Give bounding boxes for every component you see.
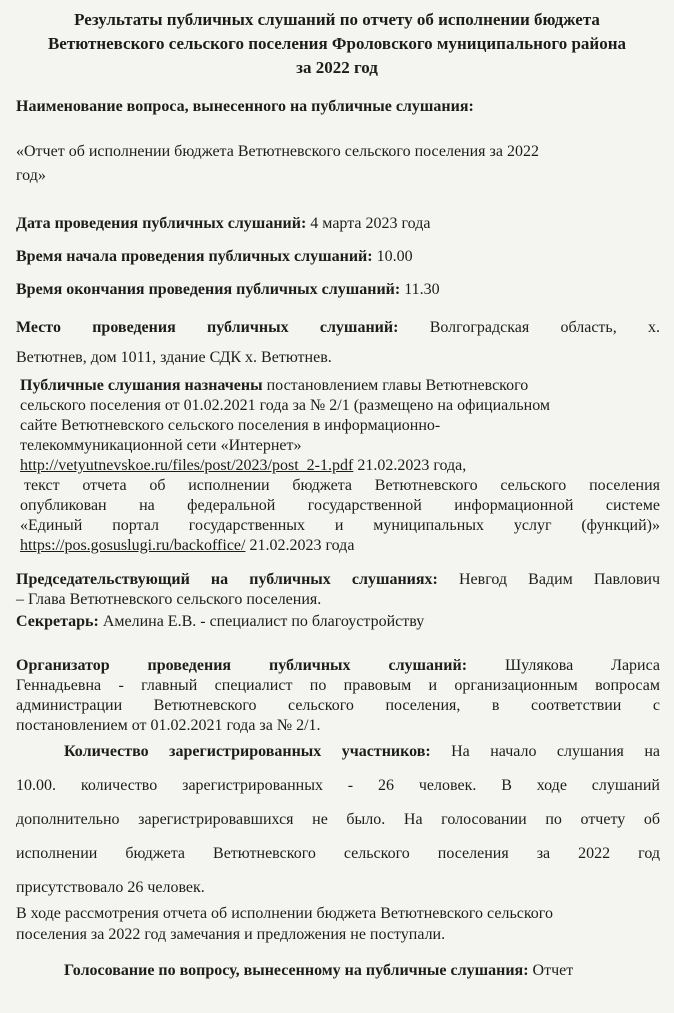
question-text: «Отчет об исполнении бюджета Ветютневского сельского поселения за 2022 год» bbox=[16, 143, 539, 184]
title-line-3: за 2022 год bbox=[296, 58, 378, 77]
hearing-date: Дата проведения публичных слушаний: 4 марта 2023 года bbox=[16, 215, 431, 232]
review-info: В ходе рассмотрения отчета об исполнении бюджета Ветютневского сельского поселения за 2022 год замечания и предложения не поступали. bbox=[16, 905, 553, 943]
hearing-place: Место проведения публичных слушаний: Волгоградская область, х. Ветютнев, дом 1011, здание СДК х. Ветютнев. bbox=[16, 319, 660, 366]
end-time: Время окончания проведения публичных слушаний: 11.30 bbox=[16, 281, 440, 298]
secretary-info: Секретарь: Амелина Е.В. - специалист по благоустройству bbox=[16, 613, 425, 630]
document-title bbox=[0, 8, 674, 80]
title-line-2: Ветютневского сельского поселения Фроловского муниципального района bbox=[47, 34, 627, 53]
chairman-info: Председательствующий на публичных слушаниях: Невгод Вадим Павлович – Глава Ветютневского сельского поселения. bbox=[16, 571, 661, 608]
start-time: Время начала проведения публичных слушаний: 10.00 bbox=[16, 248, 413, 265]
voting-info: Голосование по вопросу, вынесенному на публичные слушания: Отчет bbox=[64, 962, 574, 979]
appointment-info: Публичные слушания назначены постановлением главы Ветютневского сельского поселения от 01.02.2021 года за № 2/1 (размещено на официальном сайте Ветютневского сельского поселения в информационно- телекоммуникационной сети «Интернет» http://vetyutnevskoe.ru/files/post/2023/post_2-1.pdf 21.02.2023 года, текст отчета об исполнении бюджета Ветютневского сельского поселения опубликован на федеральной государственной информационной системе «Единый портал государственных и муниципальных услуг (функций)» https://pos.gosuslugi.ru/backoffice/ 21.02.2023 года bbox=[20, 377, 660, 554]
organizer-info: Организатор проведения публичных слушаний: Шулякова Лариса Геннадьевна - главный специалист по правовым и организационным вопросам администрации Ветютневского сельского поселения, в соответствии с постановлением от 01.02.2021 года за № 2/1. bbox=[16, 657, 661, 734]
title-line-1: Результаты публичных слушаний по отчету об исполнении бюджета bbox=[74, 10, 600, 29]
question-heading: Наименование вопроса, вынесенного на публичные слушания: bbox=[16, 98, 474, 115]
participants-info: Количество зарегистрированных участников: На начало слушания на 10.00. количество зарегистрированных - 26 человек. В ходе слушаний дополнительно зарегистрировавшихся не было. На голосовании по отчету об исполнении бюджета Ветютневского сельского поселения за 2022 год присутствовало 26 человек. bbox=[16, 743, 660, 896]
gosuslugi-link[interactable]: https://pos.gosuslugi.ru/backoffice/ bbox=[20, 537, 246, 554]
post-pdf-link[interactable]: http://vetyutnevskoe.ru/files/post/2023/post_2-1.pdf bbox=[20, 457, 354, 474]
